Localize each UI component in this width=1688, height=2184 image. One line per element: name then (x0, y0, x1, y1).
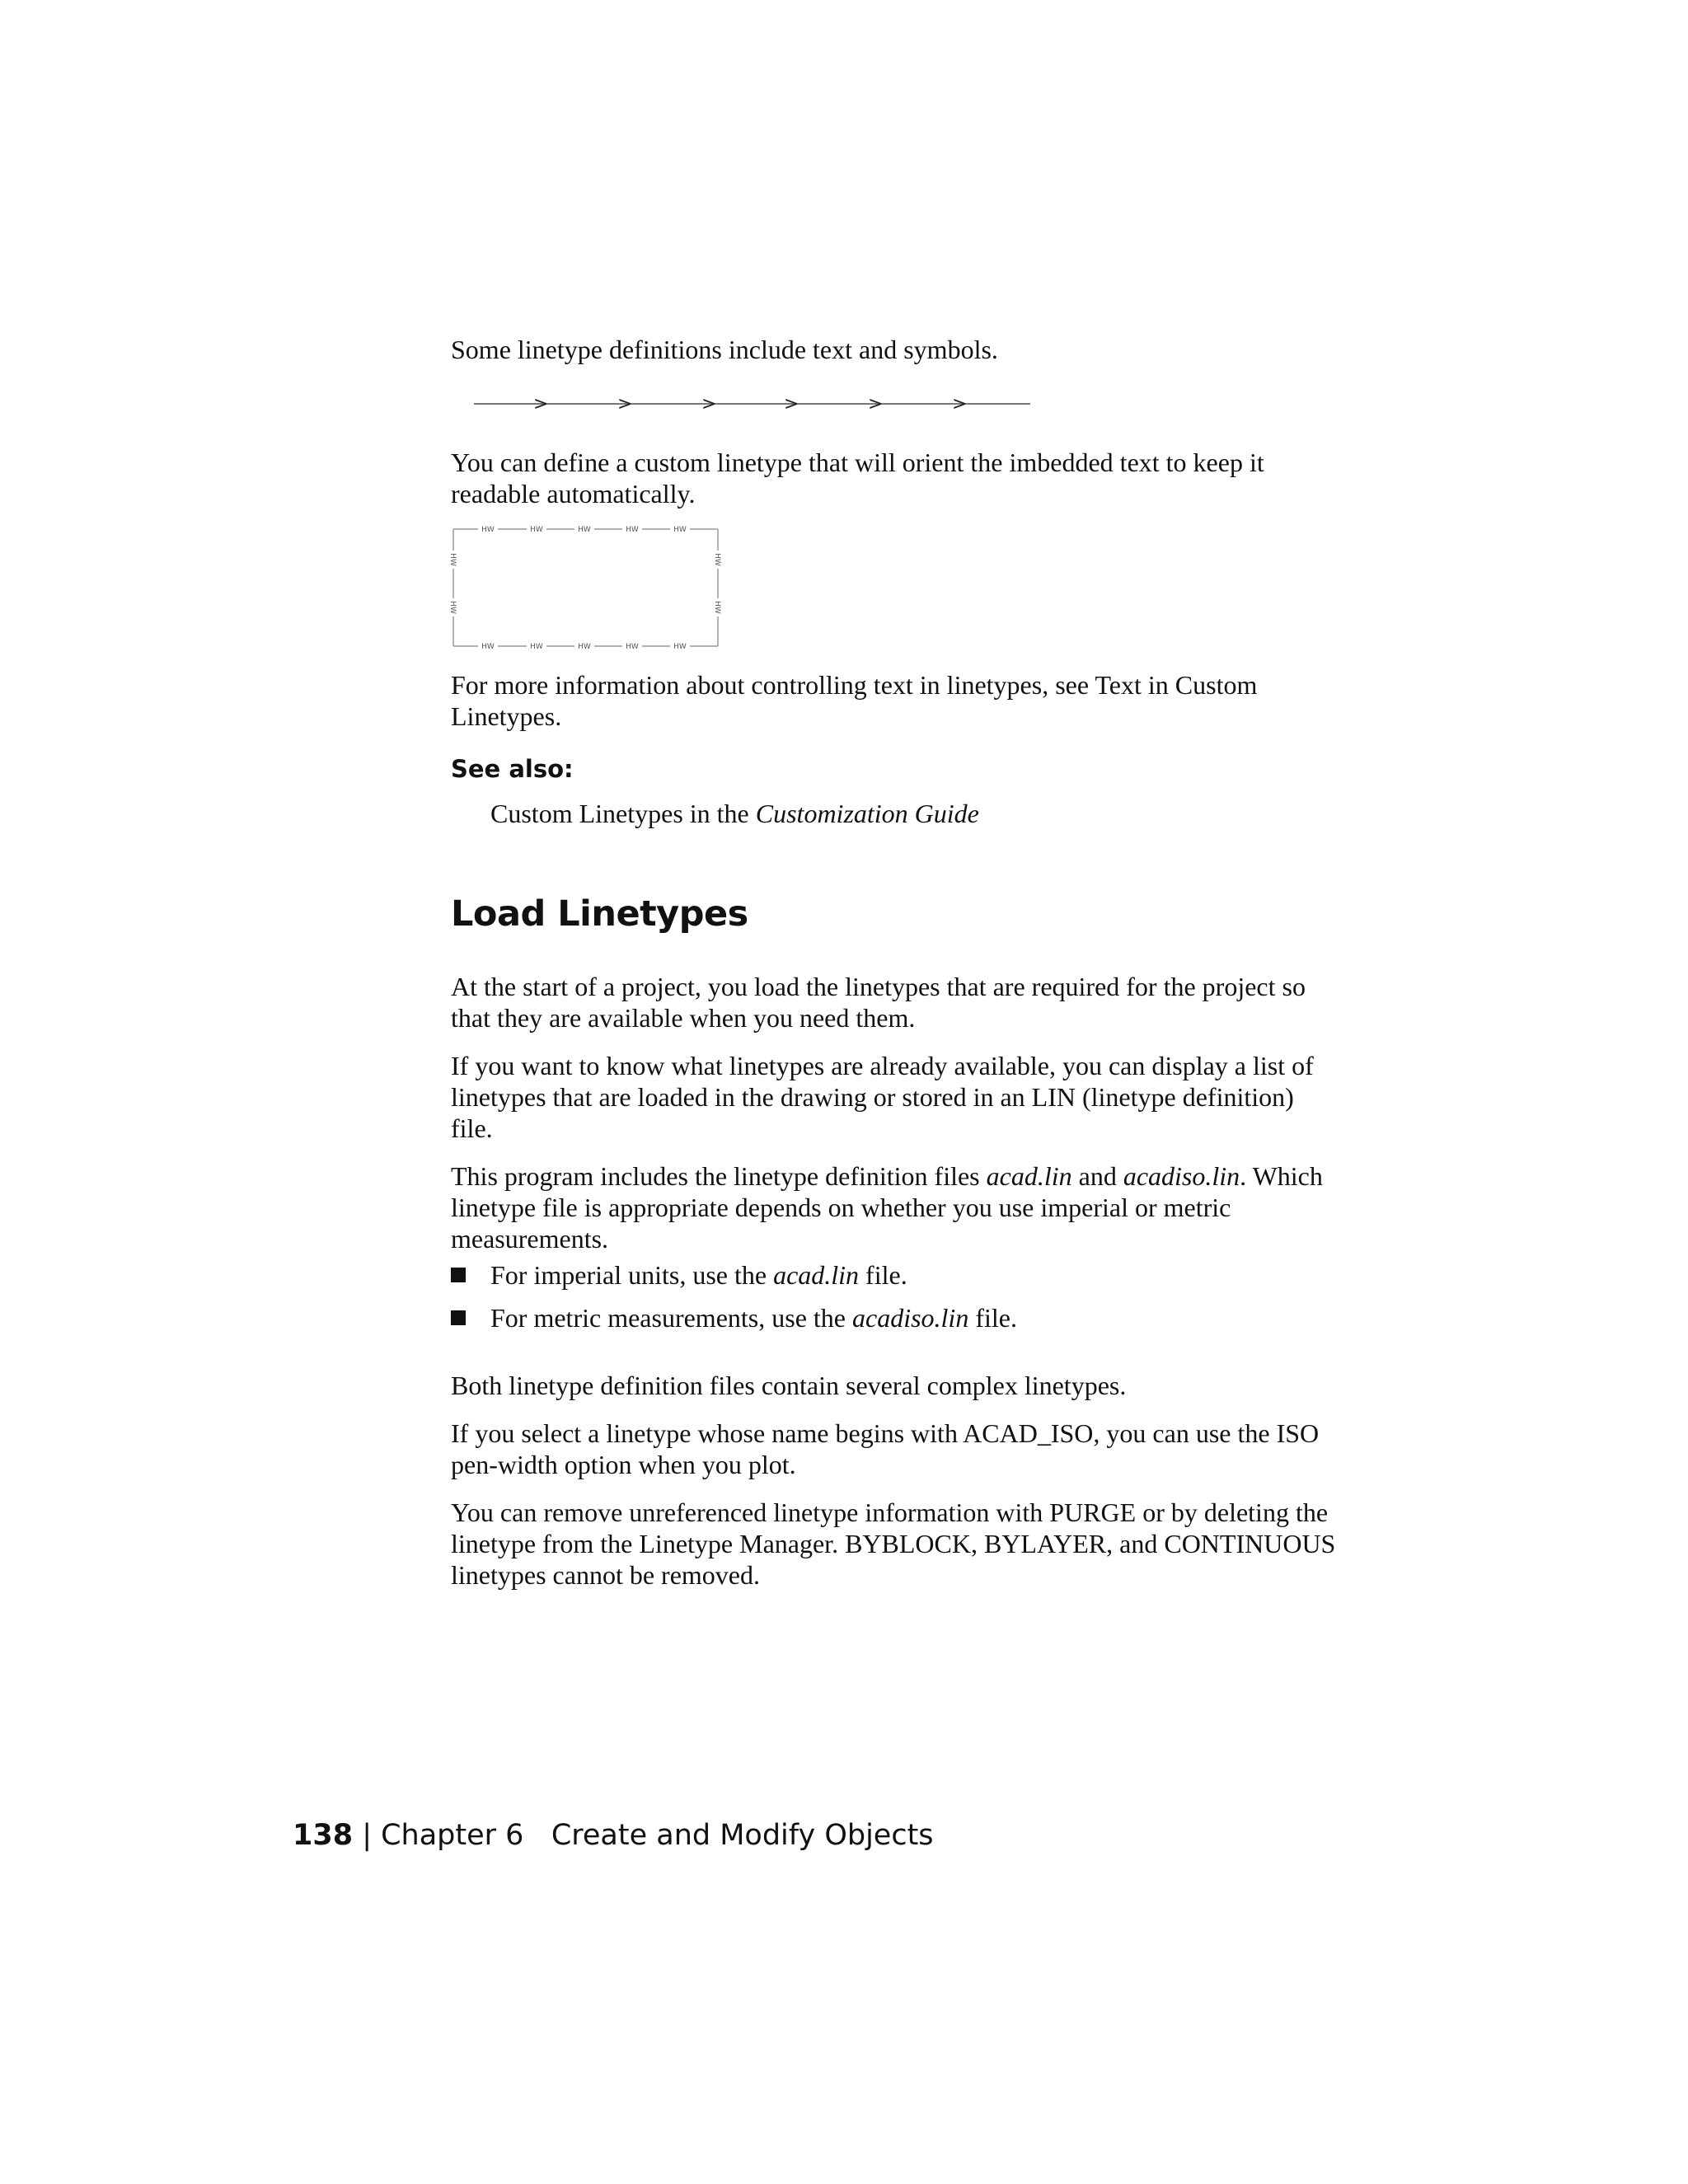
filename: acadiso.lin (1123, 1161, 1240, 1191)
page-number: 138 (293, 1819, 354, 1852)
page-content (448, 334, 1337, 1607)
see-also-link[interactable] (490, 798, 1337, 829)
rect-label: HW (673, 526, 687, 534)
see-also-text: Custom Linetypes in the (490, 799, 756, 828)
paragraph-3: This program includes the linetype definition files acad.lin and acadiso.lin. Which linetype file is appropriate depends on whether you use imperial or metric measurements. (451, 1161, 1323, 1254)
rect-label: HW (626, 643, 639, 651)
paragraph-6: You can remove unreferenced linetype information with PURGE or by deleting the linetype from the Linetype Manager. BYBLOCK, BYLAYER, and CONTINUOUS linetypes cannot be removed. (451, 1497, 1336, 1590)
filename: acad.lin (773, 1260, 860, 1290)
arrow-symbol: > (533, 394, 549, 415)
arrow-symbol: > (868, 394, 884, 415)
rect-label: HW (578, 526, 591, 534)
arrow-symbol: > (952, 394, 968, 415)
paragraph-4: Both linetype definition files contain several complex linetypes. (451, 1371, 1127, 1400)
rect-label: HW (626, 526, 639, 534)
bullet-square-icon (451, 1268, 466, 1282)
filename: acad.lin (986, 1161, 1072, 1191)
rect-label: HW (673, 643, 687, 651)
chapter-title: Create and Modify Objects (551, 1819, 934, 1852)
rect-label: HW (448, 601, 457, 614)
filename: acadiso.lin (851, 1303, 969, 1333)
arrow-linetype-figure (474, 394, 1034, 414)
arrow-symbol: > (617, 394, 633, 415)
bullet-square-icon (451, 1310, 466, 1325)
paragraph-5: If you select a linetype whose name begins with ACAD_ISO, you can use the ISO pen-width option when you plot. (451, 1418, 1320, 1479)
chapter-label: Chapter 6 (381, 1819, 524, 1852)
section-title: Load Linetypes (451, 893, 748, 935)
bullet-list (451, 1259, 1337, 1333)
rect-label: HW (530, 526, 543, 534)
list-item: For imperial units, use the acad.lin file. (451, 1259, 1337, 1291)
paragraph-2: If you want to know what linetypes are already available, you can display a list of linetypes that are loaded in the drawing or stored in an LIN (linetype definition) file. (451, 1051, 1314, 1143)
rect-label: HW (481, 526, 495, 534)
rect-label: HW (713, 601, 721, 614)
arrow-symbol: > (701, 394, 717, 415)
list-item: For metric measurements, use the acadiso.lin file. (451, 1302, 1337, 1333)
rect-label: HW (448, 553, 457, 566)
text-linetype-rectangle-figure (448, 526, 723, 651)
paragraph-1: At the start of a project, you load the linetypes that are required for the project so that they are available when you need them. (451, 972, 1306, 1033)
footer-separator: | (353, 1819, 382, 1852)
rect-label: HW (713, 553, 721, 566)
page-footer (293, 1819, 934, 1852)
rect-label: HW (530, 643, 543, 651)
see-also-heading: See also: (451, 755, 574, 783)
arrow-symbol: > (784, 394, 799, 415)
intro-paragraph: Some linetype definitions include text and symbols. (451, 335, 998, 364)
see-also-guide-title: Customization Guide (755, 799, 979, 828)
more-info-paragraph: For more information about controlling text in linetypes, see Text in Custom Linetypes. (451, 670, 1258, 731)
rect-label: HW (578, 643, 591, 651)
custom-linetype-paragraph: You can define a custom linetype that will orient the imbedded text to keep it readable automatically. (451, 448, 1264, 509)
rect-label: HW (481, 643, 495, 651)
